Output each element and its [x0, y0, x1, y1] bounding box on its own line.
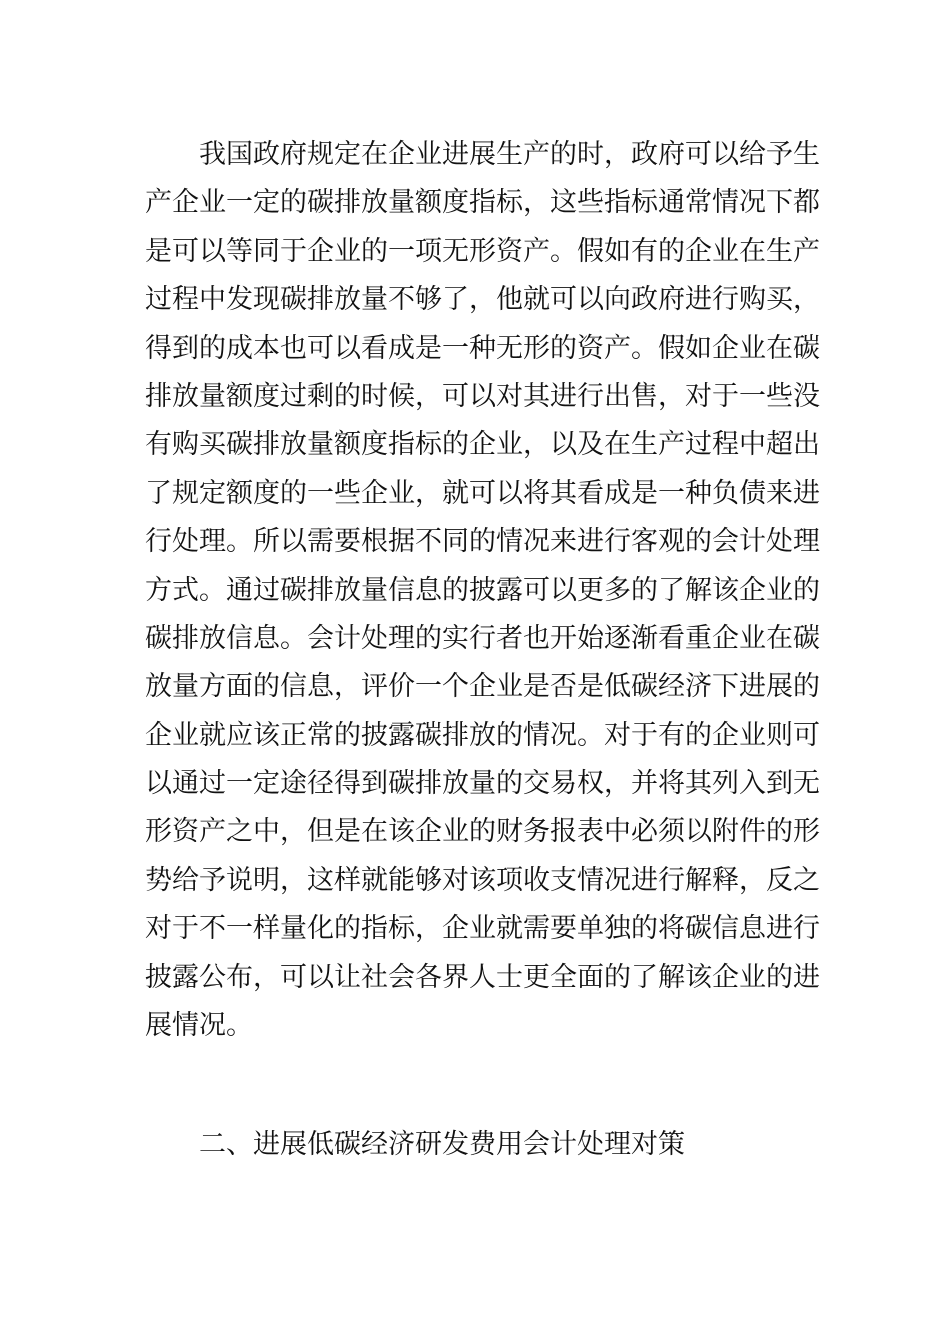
- paragraph-line: 势给予说明，这样就能够对该项收支情况进行解释，反之: [145, 864, 820, 896]
- paragraph-line: 披露公布，可以让社会各界人士更全面的了解该企业的进: [145, 961, 820, 993]
- paragraph-line: 碳排放信息。会计处理的实行者也开始逐渐看重企业在碳: [145, 622, 820, 654]
- paragraph-line: 是可以等同于企业的一项无形资产。假如有的企业在生产: [145, 235, 820, 267]
- paragraph-line: 对于不一样量化的指标，企业就需要单独的将碳信息进行: [145, 913, 820, 945]
- section-heading: 二、进展低碳经济研发费用会计处理对策: [199, 1129, 685, 1160]
- paragraph-line: 行处理。所以需要根据不同的情况来进行客观的会计处理: [145, 526, 820, 558]
- paragraph-line: 展情况。: [145, 1010, 253, 1042]
- paragraph-line: 方式。通过碳排放量信息的披露可以更多的了解该企业的: [145, 574, 820, 606]
- paragraph-line: 我国政府规定在企业进展生产的时，政府可以给予生: [199, 139, 820, 170]
- paragraph-line: 有购买碳排放量额度指标的企业，以及在生产过程中超出: [145, 429, 820, 461]
- paragraph-line: 排放量额度过剩的时候，可以对其进行出售，对于一些没: [145, 380, 820, 412]
- paragraph-line: 形资产之中，但是在该企业的财务报表中必须以附件的形: [145, 816, 820, 848]
- paragraph-line: 企业就应该正常的披露碳排放的情况。对于有的企业则可: [145, 719, 820, 751]
- body-paragraph: [145, 131, 820, 1050]
- paragraph-line: 得到的成本也可以看成是一种无形的资产。假如企业在碳: [145, 332, 820, 364]
- paragraph-line: 了规定额度的一些企业，就可以将其看成是一种负债来进: [145, 477, 820, 509]
- paragraph-line: 以通过一定途径得到碳排放量的交易权，并将其列入到无: [145, 768, 820, 800]
- paragraph-line: 过程中发现碳排放量不够了，他就可以向政府进行购买，: [145, 284, 820, 316]
- paragraph-line: 放量方面的信息，评价一个企业是否是低碳经济下进展的: [145, 671, 820, 703]
- paragraph-line: 产企业一定的碳排放量额度指标，这些指标通常情况下都: [145, 187, 820, 219]
